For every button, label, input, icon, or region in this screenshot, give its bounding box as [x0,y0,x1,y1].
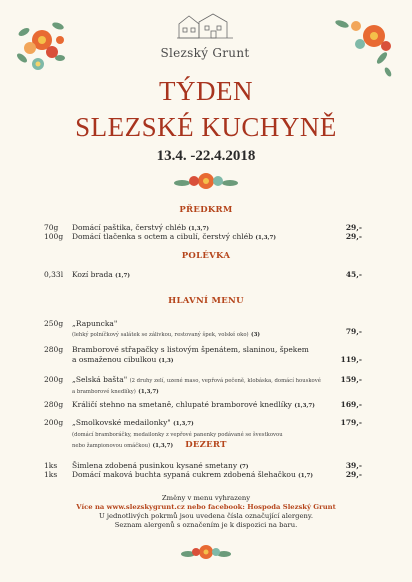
item-description: (domácí bramboráčky, medailonky z vepřové panenky podávané se švestkovou [72,432,283,438]
page-title-line2: SLEZSKÉ KUCHYNĚ [75,112,337,142]
menu-item [44,232,362,242]
item-price: 119,- [340,355,362,364]
logo [150,10,260,60]
item-name: Kozí brada [72,270,113,279]
footer-allergen-note: U jednotlivých pokrmů jsou uvedena čísla označující alergeny. [98,512,314,520]
item-description-line2: a bramborové knedlíky) [72,389,136,395]
footer [0,494,412,530]
item-name: „Selská bašta" [72,375,128,384]
item-name: Domácí tlačenka s octem a cibulí, čerstvý chléb [72,232,254,241]
item-price: 179,- [340,418,362,427]
item-quantity: 280g [44,400,64,409]
item-allergens: (1,3,7) [188,226,209,232]
item-price: 29,- [345,232,362,241]
footer-changes-note: Změny v menu vyhrazeny [161,494,251,502]
item-description: (2 druhy zelí, uzené maso, vepřová pečeně, klobáska, domácí houskové [129,378,321,384]
menu-item [44,345,362,365]
item-price: 29,- [345,470,362,479]
flower-decoration-top-left [14,18,74,80]
item-allergens: (1,3) [158,358,174,364]
item-name: Šimlena zdobená pusinkou kysané smetany [72,461,238,470]
item-quantity: 200g [44,375,64,384]
menu-item [44,470,362,480]
item-price: 45,- [345,270,362,279]
item-quantity: 280g [44,345,64,354]
item-quantity: 1ks [44,470,58,479]
item-allergens: (3) [250,332,261,338]
item-name: Králičí stehno na smetaně, chlupaté bramborové knedlíky [72,400,292,409]
menu-item [44,375,362,395]
section-polevka: POLÉVKA [181,251,231,261]
item-price: 39,- [345,461,362,470]
section-hlavni-menu: HLAVNÍ MENU [168,296,244,306]
item-quantity: 1ks [44,461,58,470]
footer-website-link[interactable]: Více na www.slezskygrunt.cz nebo facebook: Hospoda Slezský Grunt [76,503,336,511]
item-name: „Rapuncka" [72,319,118,328]
item-price: 169,- [340,400,362,409]
item-name: Domácí paštika, čerstvý chléb [72,223,187,232]
item-quantity: 0,33l [44,270,64,279]
section-predkrm: PŘEDKRM [179,205,233,215]
item-name: „Smolkovské medailonky" [72,418,171,427]
item-allergens: (1,7) [115,273,130,279]
item-allergens: (1,3,7) [173,421,194,427]
menu-item [44,270,362,280]
item-allergens: (1,7) [298,473,313,479]
item-allergens: (1,3,7) [255,235,276,241]
item-name-line2: a osmaženou cibulkou [72,355,157,364]
footer-allergen-list-note: Seznam alergenů s označením je k dispozici na baru. [114,521,298,529]
item-quantity: 200g [44,418,64,427]
item-name: Domácí maková buchta sypaná cukrem zdobená šlehačkou [72,470,296,479]
menu-item [44,400,362,410]
logo-name: Slezský Grunt [160,46,250,60]
section-dezert: DEZERT [185,440,227,450]
item-quantity: 250g [44,319,64,328]
item-allergens: (7) [239,464,249,470]
page-title-line1: TÝDEN [159,76,253,106]
menu-item [44,319,362,339]
item-description: (lehký polníčkový salátek se zálivkou, restovaný špek, volské oko) [72,332,249,338]
flower-decoration-top-right [330,14,396,78]
flower-divider-bottom-icon [180,540,232,564]
item-allergens-2: (1,3,7) [152,443,174,449]
item-price: 159,- [340,375,362,384]
item-price: 29,- [345,223,362,232]
item-quantity: 70g [44,223,59,232]
item-name: Bramborové střapačky s listovým špenátem, slaninou, špekem [72,345,309,354]
farmhouse-icon [175,10,235,40]
date-range: 13.4. -22.4.2018 [156,148,256,164]
item-allergens: (1,3,7) [138,389,159,395]
item-quantity: 100g [44,232,64,241]
item-price: 79,- [345,327,362,336]
item-description-line2: nebo žampionovou omáčkou) [72,443,151,449]
flower-divider-icon [172,169,240,193]
item-allergens: (1,3,7) [294,403,315,409]
